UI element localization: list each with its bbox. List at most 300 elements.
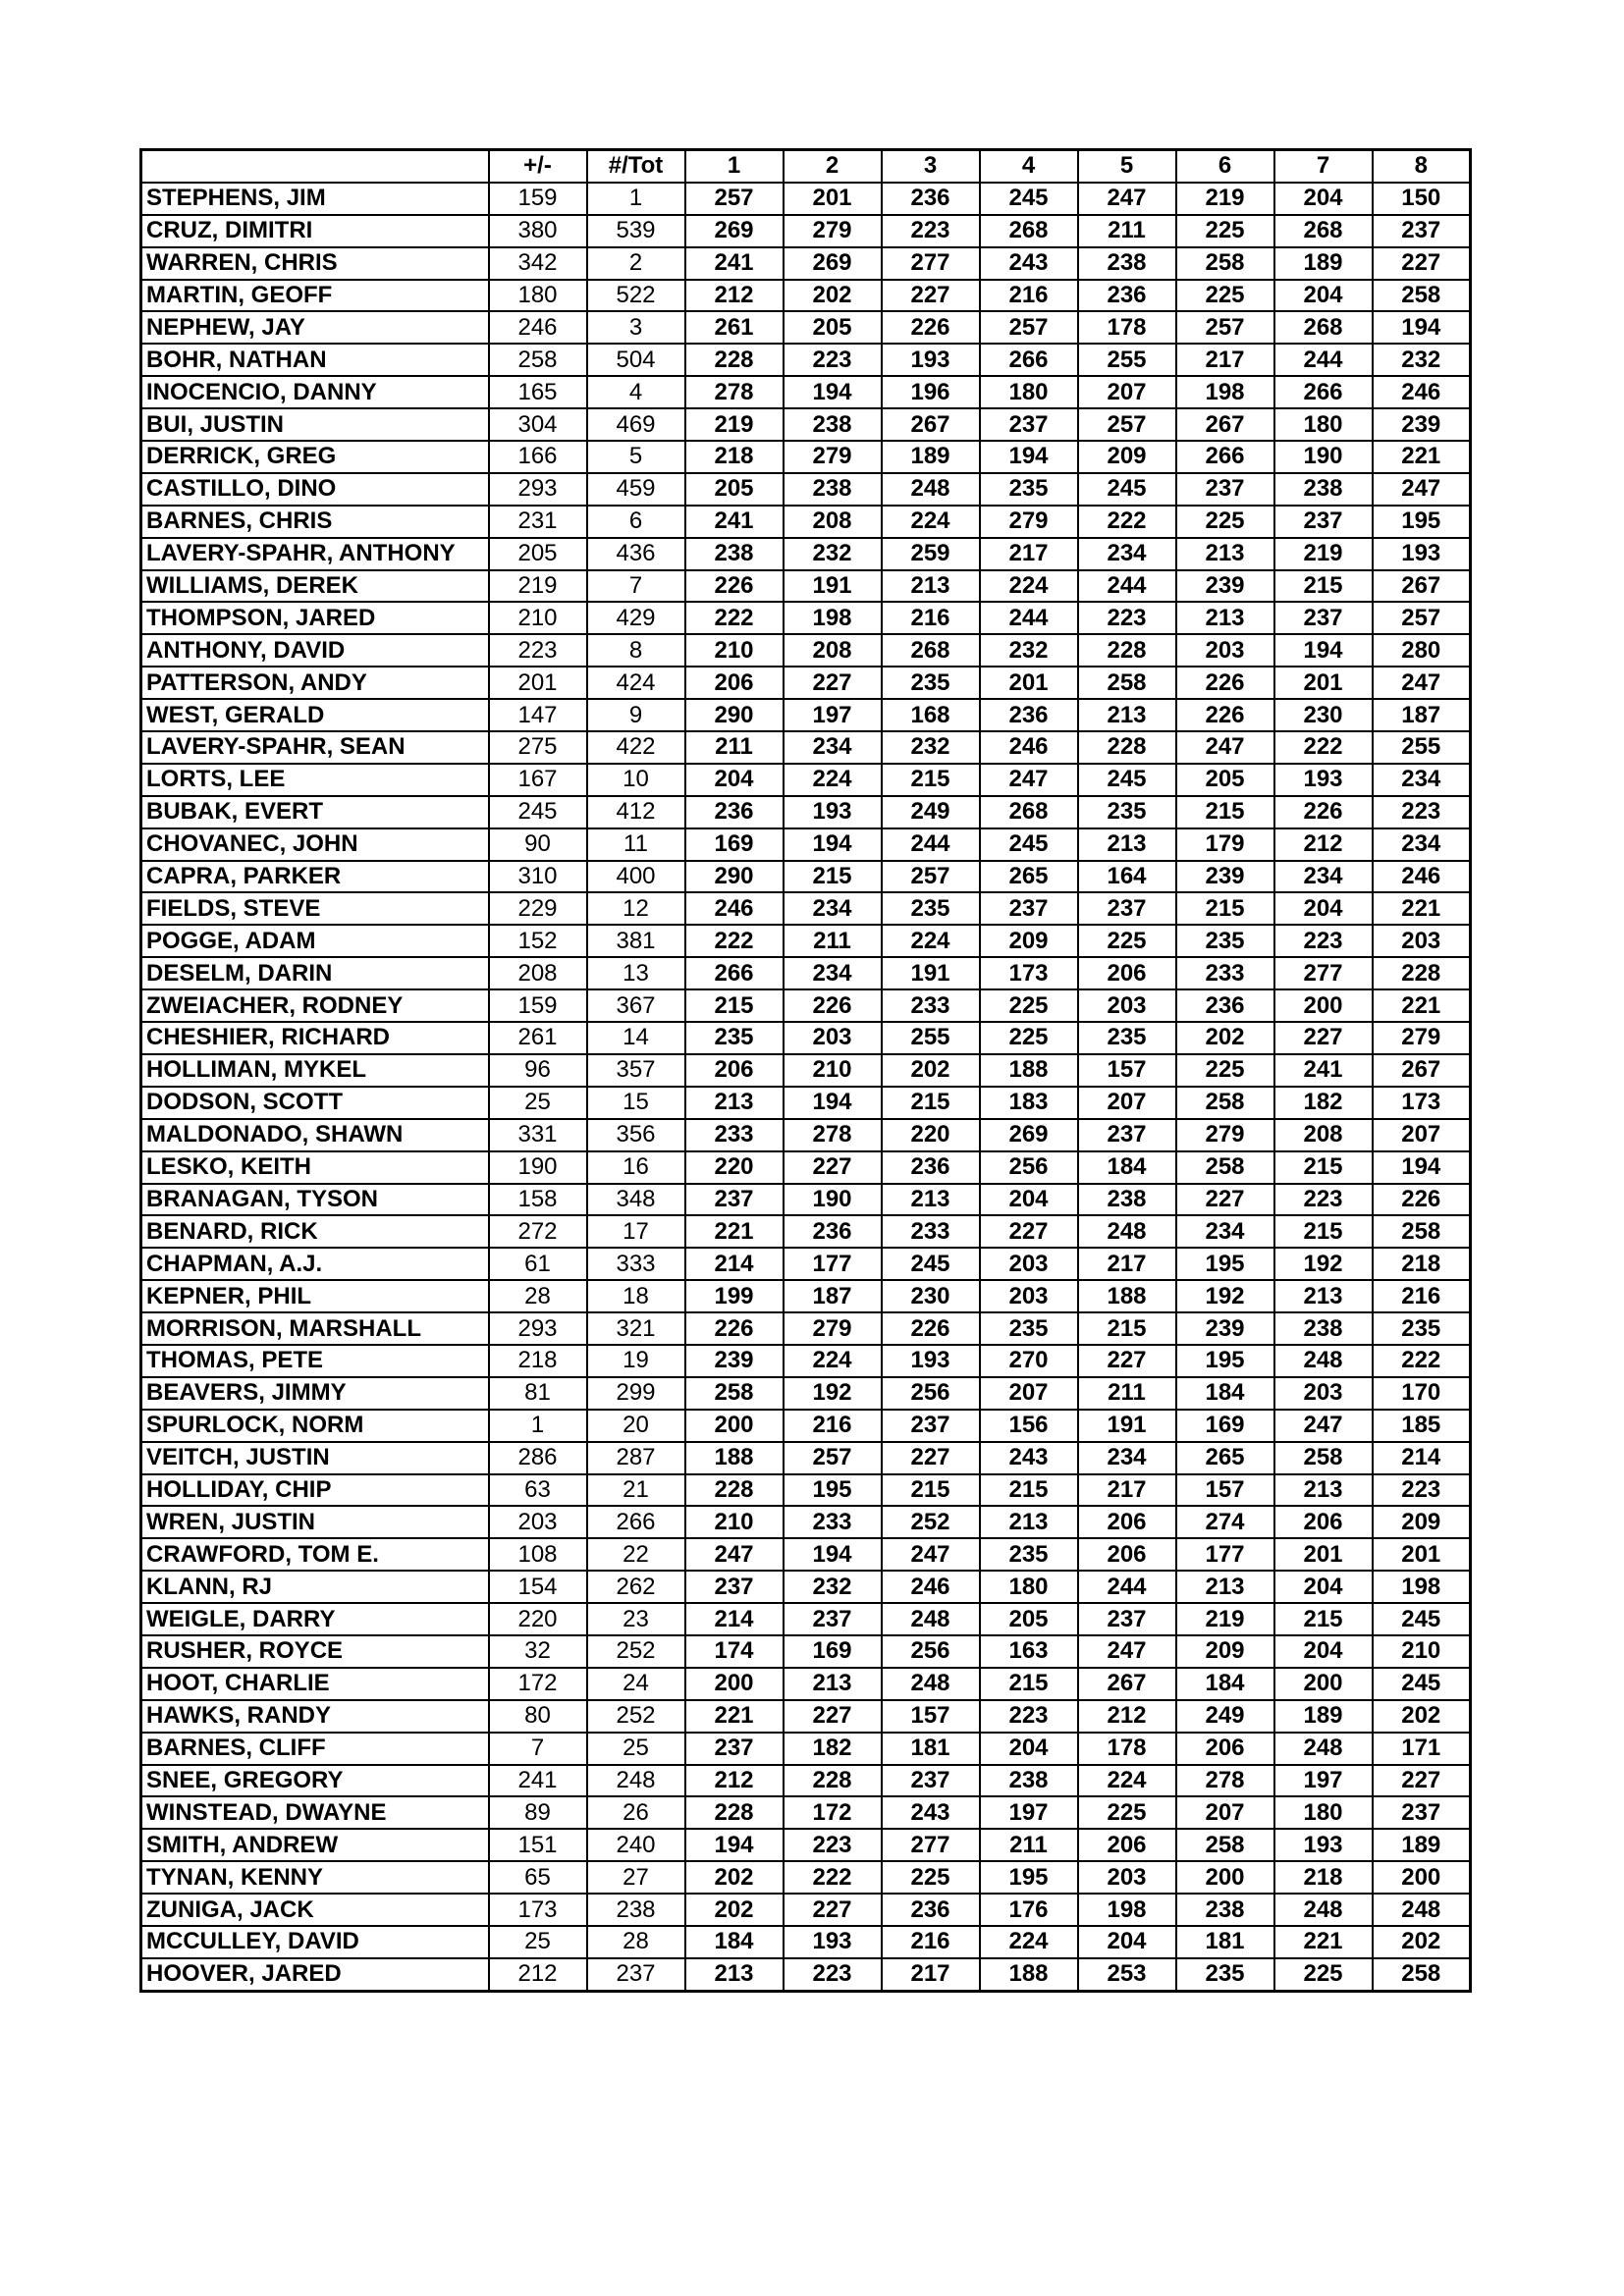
table-row — [141, 408, 1471, 441]
game-score-3: 237 — [882, 1765, 980, 1797]
bowler-name: LORTS, LEE — [141, 764, 489, 796]
game-score-5: 223 — [1078, 602, 1176, 634]
game-score-4: 243 — [980, 247, 1078, 280]
rank-total-cell: 4 — [587, 376, 685, 408]
game-score-5: 217 — [1078, 1248, 1176, 1280]
game-score-2: 234 — [784, 731, 882, 764]
table-row — [141, 957, 1471, 989]
game-score-8: 221 — [1373, 892, 1471, 925]
game-score-8: 209 — [1373, 1506, 1471, 1538]
plus-minus-cell: 61 — [489, 1248, 587, 1280]
plus-minus-cell: 293 — [489, 1312, 587, 1345]
game-score-5: 178 — [1078, 1733, 1176, 1765]
game-score-3: 157 — [882, 1700, 980, 1733]
game-score-2: 187 — [784, 1280, 882, 1312]
game-score-6: 169 — [1176, 1410, 1274, 1442]
game-score-4: 180 — [980, 376, 1078, 408]
header-col-3: 1 — [685, 150, 784, 183]
table-row — [141, 731, 1471, 764]
game-score-7: 223 — [1274, 925, 1373, 957]
rank-total-cell: 356 — [587, 1119, 685, 1151]
table-row — [141, 764, 1471, 796]
game-score-8: 185 — [1373, 1410, 1471, 1442]
game-score-2: 278 — [784, 1119, 882, 1151]
table-row — [141, 1312, 1471, 1345]
table-row — [141, 989, 1471, 1022]
game-score-3: 216 — [882, 602, 980, 634]
game-score-1: 222 — [685, 602, 784, 634]
game-score-2: 194 — [784, 376, 882, 408]
game-score-3: 217 — [882, 1958, 980, 1991]
game-score-4: 238 — [980, 1765, 1078, 1797]
table-row — [141, 473, 1471, 506]
plus-minus-cell: 261 — [489, 1022, 587, 1054]
table-row — [141, 602, 1471, 634]
rank-total-cell: 21 — [587, 1474, 685, 1507]
rank-total-cell: 19 — [587, 1345, 685, 1377]
table-row — [141, 1215, 1471, 1248]
game-score-6: 278 — [1176, 1765, 1274, 1797]
game-score-1: 290 — [685, 861, 784, 893]
game-score-3: 248 — [882, 1668, 980, 1700]
plus-minus-cell: 159 — [489, 183, 587, 215]
game-score-1: 246 — [685, 892, 784, 925]
game-score-5: 228 — [1078, 731, 1176, 764]
rank-total-cell: 16 — [587, 1151, 685, 1184]
game-score-5: 227 — [1078, 1345, 1176, 1377]
game-score-6: 207 — [1176, 1796, 1274, 1829]
bowler-name: CRAWFORD, TOM E. — [141, 1538, 489, 1571]
game-score-1: 194 — [685, 1829, 784, 1861]
game-score-2: 227 — [784, 1151, 882, 1184]
rank-total-cell: 3 — [587, 311, 685, 344]
game-score-2: 190 — [784, 1184, 882, 1216]
game-score-4: 244 — [980, 602, 1078, 634]
game-score-5: 207 — [1078, 376, 1176, 408]
game-score-1: 228 — [685, 344, 784, 376]
rank-total-cell: 367 — [587, 989, 685, 1022]
game-score-8: 228 — [1373, 957, 1471, 989]
game-score-4: 215 — [980, 1668, 1078, 1700]
game-score-4: 205 — [980, 1603, 1078, 1635]
game-score-1: 258 — [685, 1377, 784, 1410]
game-score-3: 236 — [882, 1894, 980, 1926]
game-score-5: 235 — [1078, 1022, 1176, 1054]
plus-minus-cell: 147 — [489, 699, 587, 731]
game-score-4: 247 — [980, 764, 1078, 796]
rank-total-cell: 422 — [587, 731, 685, 764]
game-score-4: 217 — [980, 538, 1078, 570]
table-row — [141, 1474, 1471, 1507]
game-score-5: 188 — [1078, 1280, 1176, 1312]
game-score-8: 245 — [1373, 1603, 1471, 1635]
game-score-5: 178 — [1078, 311, 1176, 344]
plus-minus-cell: 293 — [489, 473, 587, 506]
game-score-8: 189 — [1373, 1829, 1471, 1861]
game-score-1: 169 — [685, 828, 784, 861]
table-row — [141, 183, 1471, 215]
game-score-2: 211 — [784, 925, 882, 957]
game-score-3: 225 — [882, 1861, 980, 1894]
game-score-2: 208 — [784, 506, 882, 538]
game-score-3: 233 — [882, 1215, 980, 1248]
game-score-2: 216 — [784, 1410, 882, 1442]
game-score-6: 213 — [1176, 1571, 1274, 1603]
game-score-7: 194 — [1274, 634, 1373, 667]
game-score-5: 225 — [1078, 925, 1176, 957]
game-score-5: 234 — [1078, 1442, 1176, 1474]
game-score-3: 247 — [882, 1538, 980, 1571]
table-row — [141, 1506, 1471, 1538]
plus-minus-cell: 25 — [489, 1087, 587, 1119]
game-score-1: 235 — [685, 1022, 784, 1054]
game-score-8: 257 — [1373, 602, 1471, 634]
game-score-3: 223 — [882, 215, 980, 247]
rank-total-cell: 5 — [587, 441, 685, 473]
plus-minus-cell: 212 — [489, 1958, 587, 1991]
game-score-8: 258 — [1373, 280, 1471, 312]
bowler-name: HOOT, CHARLIE — [141, 1668, 489, 1700]
game-score-8: 245 — [1373, 1668, 1471, 1700]
game-score-5: 191 — [1078, 1410, 1176, 1442]
plus-minus-cell: 180 — [489, 280, 587, 312]
game-score-1: 212 — [685, 280, 784, 312]
game-score-4: 211 — [980, 1829, 1078, 1861]
rank-total-cell: 252 — [587, 1635, 685, 1668]
game-score-6: 198 — [1176, 376, 1274, 408]
game-score-7: 223 — [1274, 1184, 1373, 1216]
table-row — [141, 570, 1471, 603]
game-score-6: 195 — [1176, 1345, 1274, 1377]
game-score-5: 238 — [1078, 1184, 1176, 1216]
bowler-name: WEST, GERALD — [141, 699, 489, 731]
plus-minus-cell: 258 — [489, 344, 587, 376]
bowler-name: HOLLIDAY, CHIP — [141, 1474, 489, 1507]
game-score-1: 226 — [685, 570, 784, 603]
table-row — [141, 1926, 1471, 1958]
game-score-5: 235 — [1078, 796, 1176, 828]
game-score-3: 189 — [882, 441, 980, 473]
game-score-4: 246 — [980, 731, 1078, 764]
game-score-1: 204 — [685, 764, 784, 796]
header-col-10: 8 — [1373, 150, 1471, 183]
game-score-7: 248 — [1274, 1345, 1373, 1377]
plus-minus-cell: 151 — [489, 1829, 587, 1861]
rank-total-cell: 522 — [587, 280, 685, 312]
game-score-4: 243 — [980, 1442, 1078, 1474]
table-row — [141, 1796, 1471, 1829]
game-score-1: 239 — [685, 1345, 784, 1377]
game-score-2: 227 — [784, 667, 882, 699]
game-score-6: 213 — [1176, 602, 1274, 634]
rank-total-cell: 14 — [587, 1022, 685, 1054]
plus-minus-cell: 81 — [489, 1377, 587, 1410]
game-score-3: 277 — [882, 247, 980, 280]
plus-minus-cell: 342 — [489, 247, 587, 280]
game-score-4: 225 — [980, 1022, 1078, 1054]
bowler-name: CASTILLO, DINO — [141, 473, 489, 506]
table-row — [141, 925, 1471, 957]
game-score-5: 164 — [1078, 861, 1176, 893]
game-score-8: 150 — [1373, 183, 1471, 215]
bowler-name: BUBAK, EVERT — [141, 796, 489, 828]
rank-total-cell: 348 — [587, 1184, 685, 1216]
bowler-name: STEPHENS, JIM — [141, 183, 489, 215]
game-score-5: 206 — [1078, 1829, 1176, 1861]
plus-minus-cell: 223 — [489, 634, 587, 667]
plus-minus-cell: 241 — [489, 1765, 587, 1797]
game-score-5: 225 — [1078, 1796, 1176, 1829]
game-score-2: 193 — [784, 1926, 882, 1958]
game-score-3: 277 — [882, 1829, 980, 1861]
game-score-8: 246 — [1373, 376, 1471, 408]
rank-total-cell: 237 — [587, 1958, 685, 1991]
game-score-7: 189 — [1274, 1700, 1373, 1733]
bowler-name: DODSON, SCOTT — [141, 1087, 489, 1119]
game-score-8: 194 — [1373, 311, 1471, 344]
plus-minus-cell: 65 — [489, 1861, 587, 1894]
game-score-8: 232 — [1373, 344, 1471, 376]
game-score-1: 210 — [685, 1506, 784, 1538]
game-score-6: 235 — [1176, 925, 1274, 957]
game-score-5: 217 — [1078, 1474, 1176, 1507]
game-score-7: 222 — [1274, 731, 1373, 764]
bowler-name: LAVERY-SPAHR, SEAN — [141, 731, 489, 764]
plus-minus-cell: 275 — [489, 731, 587, 764]
game-score-8: 193 — [1373, 538, 1471, 570]
game-score-7: 200 — [1274, 989, 1373, 1022]
bowler-name: BEAVERS, JIMMY — [141, 1377, 489, 1410]
game-score-8: 194 — [1373, 1151, 1471, 1184]
game-score-2: 228 — [784, 1765, 882, 1797]
game-score-1: 213 — [685, 1087, 784, 1119]
game-score-3: 213 — [882, 1184, 980, 1216]
plus-minus-cell: 158 — [489, 1184, 587, 1216]
game-score-5: 204 — [1078, 1926, 1176, 1958]
game-score-7: 192 — [1274, 1248, 1373, 1280]
rank-total-cell: 23 — [587, 1603, 685, 1635]
game-score-5: 267 — [1078, 1668, 1176, 1700]
game-score-8: 247 — [1373, 667, 1471, 699]
game-score-2: 194 — [784, 828, 882, 861]
header-name — [141, 150, 489, 183]
game-score-7: 237 — [1274, 602, 1373, 634]
game-score-5: 184 — [1078, 1151, 1176, 1184]
game-score-1: 247 — [685, 1538, 784, 1571]
game-score-7: 277 — [1274, 957, 1373, 989]
game-score-6: 238 — [1176, 1894, 1274, 1926]
game-score-4: 245 — [980, 183, 1078, 215]
game-score-5: 203 — [1078, 1861, 1176, 1894]
game-score-7: 197 — [1274, 1765, 1373, 1797]
game-score-7: 189 — [1274, 247, 1373, 280]
plus-minus-cell: 89 — [489, 1796, 587, 1829]
game-score-5: 209 — [1078, 441, 1176, 473]
game-score-7: 248 — [1274, 1733, 1373, 1765]
game-score-1: 206 — [685, 667, 784, 699]
game-score-1: 228 — [685, 1474, 784, 1507]
plus-minus-cell: 218 — [489, 1345, 587, 1377]
game-score-8: 201 — [1373, 1538, 1471, 1571]
rank-total-cell: 262 — [587, 1571, 685, 1603]
game-score-3: 235 — [882, 667, 980, 699]
game-score-7: 244 — [1274, 344, 1373, 376]
game-score-4: 173 — [980, 957, 1078, 989]
game-score-3: 236 — [882, 1151, 980, 1184]
game-score-7: 190 — [1274, 441, 1373, 473]
game-score-4: 201 — [980, 667, 1078, 699]
game-score-5: 234 — [1078, 538, 1176, 570]
game-score-3: 245 — [882, 1248, 980, 1280]
game-score-5: 253 — [1078, 1958, 1176, 1991]
game-score-3: 236 — [882, 183, 980, 215]
game-score-2: 210 — [784, 1054, 882, 1087]
game-score-8: 280 — [1373, 634, 1471, 667]
game-score-3: 191 — [882, 957, 980, 989]
game-score-2: 233 — [784, 1506, 882, 1538]
game-score-6: 239 — [1176, 861, 1274, 893]
game-score-1: 266 — [685, 957, 784, 989]
game-score-5: 257 — [1078, 408, 1176, 441]
game-score-6: 215 — [1176, 796, 1274, 828]
plus-minus-cell: 166 — [489, 441, 587, 473]
plus-minus-cell: 220 — [489, 1603, 587, 1635]
game-score-5: 206 — [1078, 1506, 1176, 1538]
plus-minus-cell: 63 — [489, 1474, 587, 1507]
table-row — [141, 280, 1471, 312]
game-score-2: 205 — [784, 311, 882, 344]
game-score-4: 257 — [980, 311, 1078, 344]
table-row — [141, 892, 1471, 925]
game-score-7: 200 — [1274, 1668, 1373, 1700]
game-score-5: 244 — [1078, 1571, 1176, 1603]
game-score-6: 279 — [1176, 1119, 1274, 1151]
game-score-6: 274 — [1176, 1506, 1274, 1538]
table-row — [141, 1410, 1471, 1442]
bowler-name: POGGE, ADAM — [141, 925, 489, 957]
table-row — [141, 1184, 1471, 1216]
game-score-4: 209 — [980, 925, 1078, 957]
game-score-5: 258 — [1078, 667, 1176, 699]
rank-total-cell: 504 — [587, 344, 685, 376]
bowler-name: BUI, JUSTIN — [141, 408, 489, 441]
game-score-3: 244 — [882, 828, 980, 861]
game-score-6: 219 — [1176, 183, 1274, 215]
bowler-name: MARTIN, GEOFF — [141, 280, 489, 312]
bowler-name: WEIGLE, DARRY — [141, 1603, 489, 1635]
game-score-7: 215 — [1274, 1215, 1373, 1248]
bowler-name: THOMAS, PETE — [141, 1345, 489, 1377]
game-score-4: 232 — [980, 634, 1078, 667]
bowler-name: HAWKS, RANDY — [141, 1700, 489, 1733]
game-score-5: 215 — [1078, 1312, 1176, 1345]
bowler-name: KLANN, RJ — [141, 1571, 489, 1603]
game-score-2: 172 — [784, 1796, 882, 1829]
game-score-6: 177 — [1176, 1538, 1274, 1571]
game-score-2: 201 — [784, 183, 882, 215]
game-score-7: 204 — [1274, 1571, 1373, 1603]
rank-total-cell: 469 — [587, 408, 685, 441]
plus-minus-cell: 167 — [489, 764, 587, 796]
game-score-3: 224 — [882, 506, 980, 538]
game-score-4: 207 — [980, 1377, 1078, 1410]
game-score-8: 227 — [1373, 1765, 1471, 1797]
game-score-1: 241 — [685, 247, 784, 280]
table-row — [141, 1829, 1471, 1861]
game-score-5: 247 — [1078, 183, 1176, 215]
bowler-name: ANTHONY, DAVID — [141, 634, 489, 667]
rank-total-cell: 1 — [587, 183, 685, 215]
game-score-7: 203 — [1274, 1377, 1373, 1410]
game-score-8: 258 — [1373, 1215, 1471, 1248]
game-score-1: 237 — [685, 1571, 784, 1603]
bowler-name: CHESHIER, RICHARD — [141, 1022, 489, 1054]
game-score-1: 237 — [685, 1184, 784, 1216]
table-row — [141, 1733, 1471, 1765]
table-row — [141, 1700, 1471, 1733]
game-score-1: 212 — [685, 1765, 784, 1797]
game-score-2: 223 — [784, 1829, 882, 1861]
plus-minus-cell: 229 — [489, 892, 587, 925]
rank-total-cell: 10 — [587, 764, 685, 796]
game-score-1: 219 — [685, 408, 784, 441]
game-score-8: 187 — [1373, 699, 1471, 731]
game-score-5: 228 — [1078, 634, 1176, 667]
game-score-4: 223 — [980, 1700, 1078, 1733]
rank-total-cell: 436 — [587, 538, 685, 570]
game-score-2: 257 — [784, 1442, 882, 1474]
game-score-5: 213 — [1078, 699, 1176, 731]
game-score-1: 218 — [685, 441, 784, 473]
bowler-name: NEPHEW, JAY — [141, 311, 489, 344]
game-score-5: 206 — [1078, 1538, 1176, 1571]
game-score-7: 204 — [1274, 183, 1373, 215]
plus-minus-cell: 25 — [489, 1926, 587, 1958]
game-score-1: 261 — [685, 311, 784, 344]
game-score-8: 221 — [1373, 989, 1471, 1022]
rank-total-cell: 287 — [587, 1442, 685, 1474]
game-score-6: 181 — [1176, 1926, 1274, 1958]
game-score-7: 221 — [1274, 1926, 1373, 1958]
game-score-2: 192 — [784, 1377, 882, 1410]
game-score-2: 197 — [784, 699, 882, 731]
table-row — [141, 861, 1471, 893]
game-score-6: 205 — [1176, 764, 1274, 796]
table-row — [141, 699, 1471, 731]
rank-total-cell: 333 — [587, 1248, 685, 1280]
game-score-7: 225 — [1274, 1958, 1373, 1991]
bowler-name: BRANAGAN, TYSON — [141, 1184, 489, 1216]
game-score-1: 233 — [685, 1119, 784, 1151]
game-score-3: 255 — [882, 1022, 980, 1054]
game-score-1: 237 — [685, 1733, 784, 1765]
game-score-2: 232 — [784, 1571, 882, 1603]
game-score-7: 247 — [1274, 1410, 1373, 1442]
game-score-1: 206 — [685, 1054, 784, 1087]
game-score-2: 222 — [784, 1861, 882, 1894]
rank-total-cell: 424 — [587, 667, 685, 699]
game-score-1: 205 — [685, 473, 784, 506]
game-score-8: 223 — [1373, 1474, 1471, 1507]
bowler-name: THOMPSON, JARED — [141, 602, 489, 634]
game-score-6: 266 — [1176, 441, 1274, 473]
game-score-4: 269 — [980, 1119, 1078, 1151]
game-score-5: 207 — [1078, 1087, 1176, 1119]
bowler-name: RUSHER, ROYCE — [141, 1635, 489, 1668]
table-row — [141, 796, 1471, 828]
game-score-1: 188 — [685, 1442, 784, 1474]
plus-minus-cell: 203 — [489, 1506, 587, 1538]
